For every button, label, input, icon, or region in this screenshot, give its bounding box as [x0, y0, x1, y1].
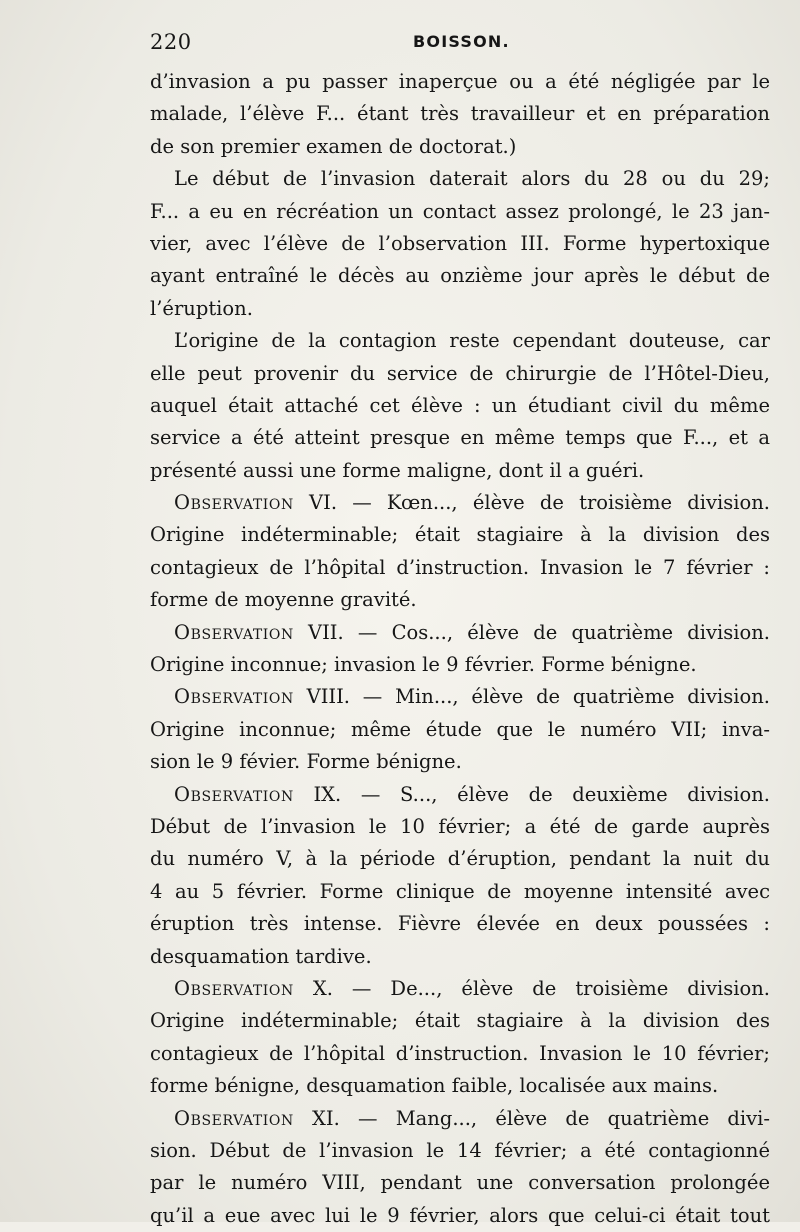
line-text: vier, avec l’élève de l’observation III. Forme hypertoxique: [150, 231, 770, 255]
text-line: [150, 1200, 770, 1232]
line-text: malade, l’élève F... étant très travailleur et en préparation: [150, 102, 770, 126]
line-text: VI. — Kœn..., élève de troisième division.: [293, 491, 770, 515]
line-text: X. — De..., élève de troisième division.: [293, 976, 770, 1000]
body-text: [150, 66, 770, 1232]
text-line: [150, 876, 770, 908]
line-text: IX. — S..., élève de deuxième division.: [293, 782, 770, 806]
line-text: présenté aussi une forme maligne, dont il a guéri.: [150, 458, 645, 482]
line-text: Origine inconnue; invasion le 9 février. Forme bénigne.: [150, 653, 697, 677]
text-line: [150, 228, 770, 260]
text-line: [150, 131, 770, 163]
line-text: d’invasion a pu passer inaperçue ou a été négligée par le: [150, 70, 770, 93]
line-text: contagieux de l’hôpital d’instruction. Invasion le 10 février;: [150, 1041, 770, 1065]
line-text: contagieux de l’hôpital d’instruction. Invasion le 7 février :: [150, 555, 770, 579]
text-line: [150, 681, 770, 713]
line-text: par le numéro VIII, pendant une conversation prolongée: [150, 1171, 770, 1195]
observation-heading: Observation: [174, 491, 294, 515]
line-text: service a été atteint presque en même temps que F..., et a: [150, 426, 770, 450]
text-line: [150, 1167, 770, 1199]
text-line: [150, 941, 770, 973]
text-line: [150, 293, 770, 325]
text-line: [150, 1070, 770, 1102]
text-line: [150, 617, 770, 649]
page-header: [150, 30, 770, 60]
text-line: [150, 66, 770, 98]
line-text: Début de l’invasion le 10 février; a été de garde auprès: [150, 814, 770, 838]
line-text: Origine indéterminable; était stagiaire à la division des: [150, 523, 770, 547]
observation-heading: Observation: [174, 976, 294, 1000]
line-text: qu’il a eue avec lui le 9 février, alors que celui-ci était tout: [150, 1203, 770, 1227]
text-line: [150, 552, 770, 584]
text-line: [150, 98, 770, 130]
text-line: [150, 779, 770, 811]
observation-heading: Observation: [174, 782, 294, 806]
text-line: [150, 1103, 770, 1135]
line-text: XI. — Mang..., élève de quatrième divi-: [293, 1106, 770, 1130]
text-line: [150, 390, 770, 422]
line-text: elle peut provenir du service de chirurgie de l’Hôtel-Dieu,: [150, 361, 770, 385]
running-head: BOISSON.: [413, 32, 510, 51]
line-text: VII. — Cos..., élève de quatrième division.: [293, 620, 770, 644]
line-text: l’éruption.: [150, 296, 253, 320]
observation-heading: Observation: [174, 685, 294, 709]
line-text: sion le 9 févier. Forme bénigne.: [150, 750, 462, 774]
text-line: [150, 519, 770, 551]
text-line: [150, 358, 770, 390]
line-text: 4 au 5 février. Forme clinique de moyenne intensité avec: [150, 879, 770, 903]
line-text: forme de moyenne gravité.: [150, 588, 417, 612]
page-number: 220: [150, 30, 192, 54]
line-text: F... a eu en récréation un contact assez prolongé, le 23 jan-: [150, 199, 770, 223]
line-text: du numéro V, à la période d’éruption, pendant la nuit du: [150, 847, 770, 871]
text-line: [150, 196, 770, 228]
text-line: [150, 455, 770, 487]
text-line: [150, 843, 770, 875]
line-text: Origine inconnue; même étude que le numéro VII; inva-: [150, 717, 770, 741]
text-line: [150, 1005, 770, 1037]
text-line: [150, 260, 770, 292]
text-line: [150, 422, 770, 454]
text-line: [150, 163, 770, 195]
line-text: desquamation tardive.: [150, 944, 372, 968]
line-text: forme bénigne, desquamation faible, localisée aux mains.: [150, 1074, 719, 1098]
line-text: de son premier examen de doctorat.): [150, 134, 517, 158]
line-text: Origine indéterminable; était stagiaire à la division des: [150, 1009, 770, 1033]
text-line: [150, 811, 770, 843]
line-text: Le début de l’invasion daterait alors du 28 ou du 29;: [174, 167, 770, 191]
observation-heading: Observation: [174, 620, 294, 644]
line-text: auquel était attaché cet élève : un étudiant civil du même: [150, 393, 770, 417]
text-line: [150, 908, 770, 940]
text-line: [150, 714, 770, 746]
text-line: [150, 1038, 770, 1070]
text-line: [150, 746, 770, 778]
line-text: sion. Début de l’invasion le 14 février; a été contagionné: [150, 1138, 770, 1162]
line-text: VIII. — Min..., élève de quatrième division.: [293, 685, 770, 709]
text-line: [150, 487, 770, 519]
text-line: [150, 649, 770, 681]
text-line: [150, 1135, 770, 1167]
line-text: éruption très intense. Fièvre élevée en deux poussées :: [150, 912, 770, 936]
observation-heading: Observation: [174, 1106, 294, 1130]
text-line: [150, 584, 770, 616]
line-text: L’origine de la contagion reste cependant douteuse, car: [174, 329, 770, 353]
line-text: ayant entraîné le décès au onzième jour après le début de: [150, 264, 770, 288]
text-line: [150, 973, 770, 1005]
text-line: [150, 325, 770, 357]
